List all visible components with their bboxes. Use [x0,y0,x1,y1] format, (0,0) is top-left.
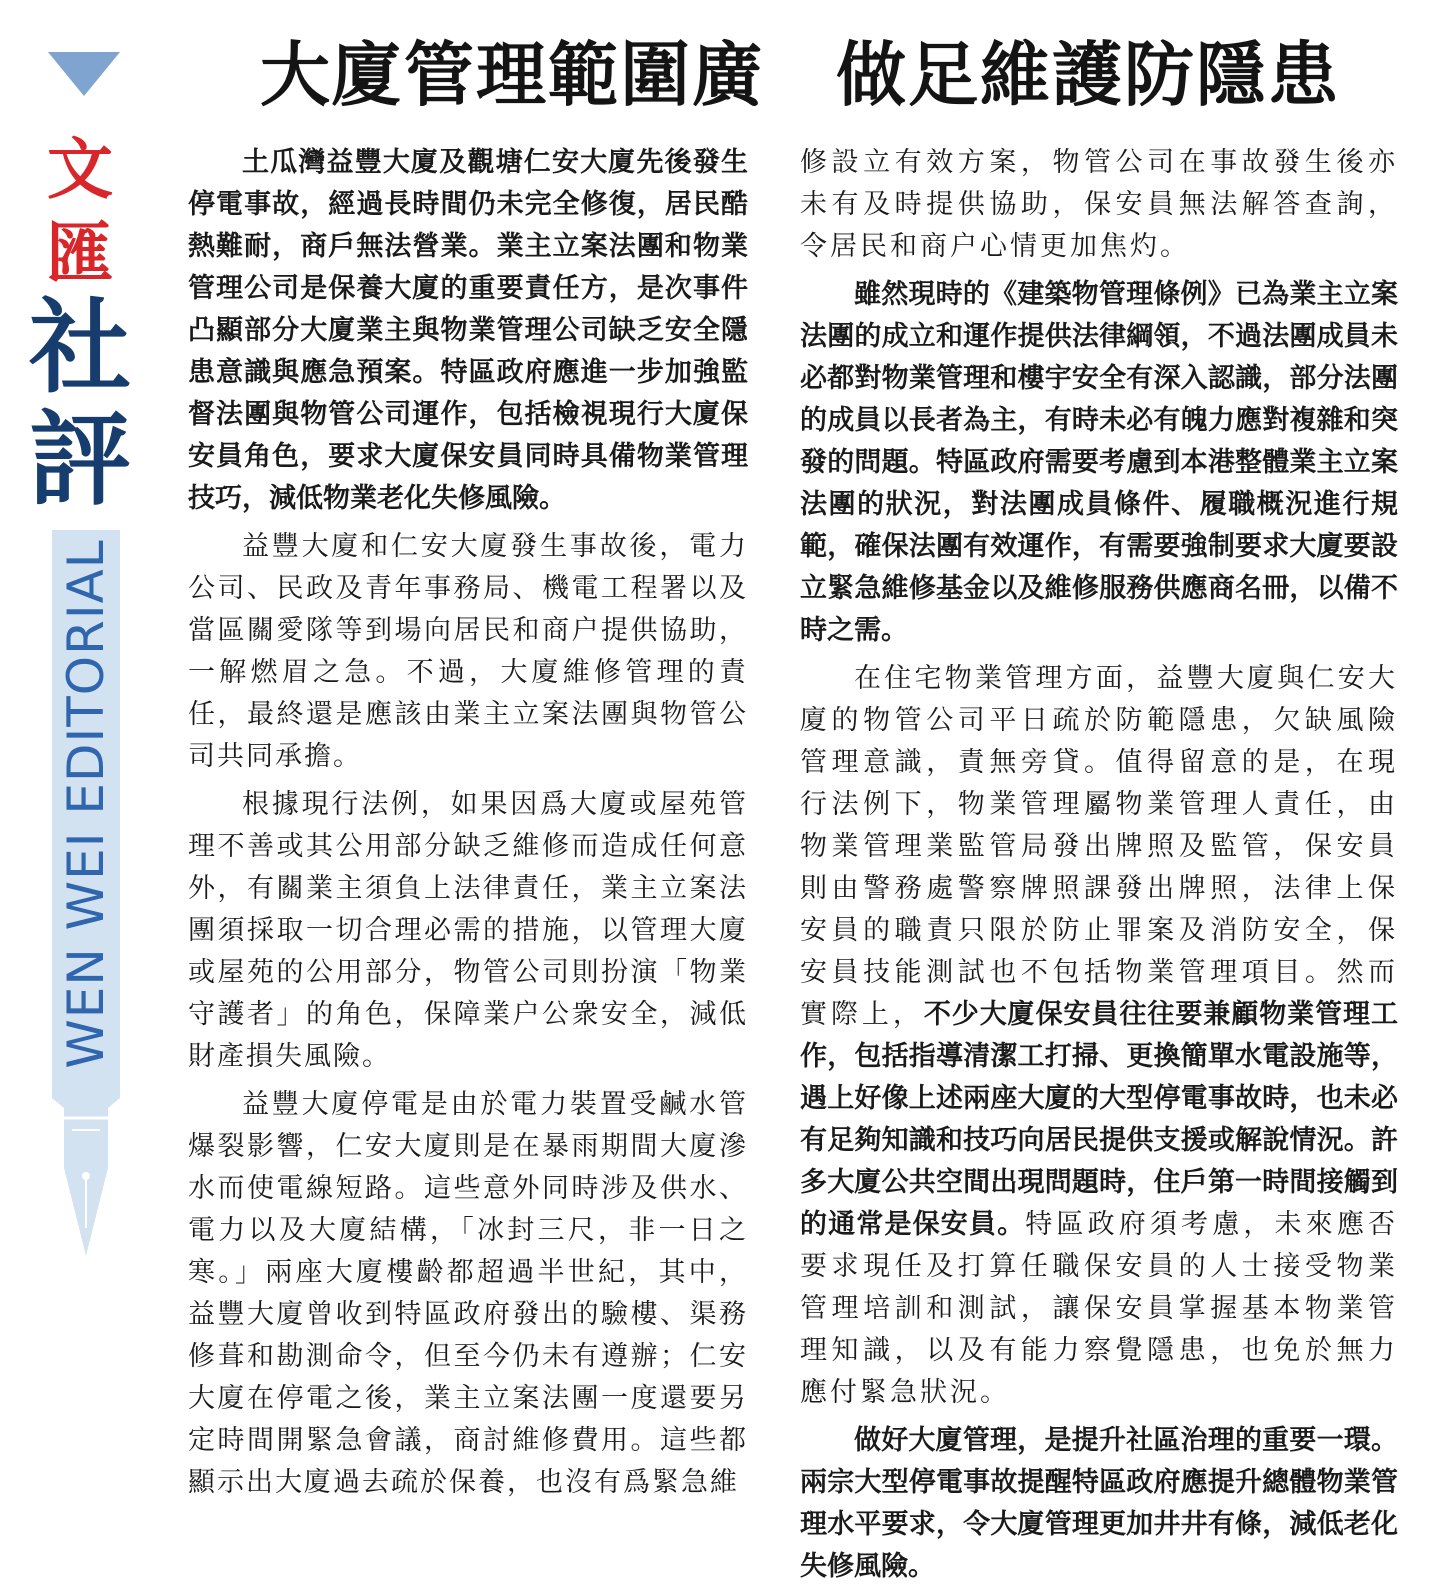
wenwei-logo: 文匯 [47,131,113,292]
article-paragraph: 修設立有效方案，物管公司在事故發生後亦未有及時提供協助，保安員無法解答查詢，令居民和商户心情更加焦灼。 [800,147,1398,262]
article-paragraph [800,658,1398,1414]
section-title-en-bar [52,530,120,1078]
article-paragraph: 做好大廈管理，是提升社區治理的重要一環。兩宗大型停電事故提醒特區政府應提升總體物業管理水平要求，令大廈管理更加井井有條，減低老化失修風險。 [800,1425,1398,1582]
fountain-pen-icon [52,1078,120,1258]
editorial-brand-strip [0,0,160,1535]
article-column-left [188,142,748,1510]
article-paragraph: 根據現行法例，如果因爲大廈或屋苑管理不善或其公用部分缺乏維修而造成任何意外，有關業主須負上法律責任，業主立案法團須採取一切合理必需的措施，以管理大廈或屋苑的公用部分，物管公司則扮演「物業守護者」的角色，保障業户公衆安全，減低財產損失風險。 [188,789,748,1072]
triangle-marker-icon [48,52,120,96]
article-text-segment: 在住宅物業管理方面，益豐大廈與仁安大廈的物管公司平日疏於防範隱患，欠缺風險管理意識，責無旁貸。值得留意的是，在現行法例下，物業管理屬物業管理人責任，由物業管理業監管局發出牌照及監管，保安員則由警務處警察牌照課發出牌照，法律上保安員的職責只限於防止罪案及消防安全，保安員技能測試也不包括物業管理項目。然而實際上， [800,663,1398,1030]
article-paragraph: 土瓜灣益豐大廈及觀塘仁安大廈先後發生停電事故，經過長時間仍未完全修復，居民酷熱難耐，商戶無法營業。業主立案法團和物業管理公司是保養大廈的重要責任方，是次事件凸顯部分大廈業主與物業管理公司缺乏安全隱患意識與應急預案。特區政府應進一步加強監督法團與物管公司運作，包括檢視現行大廈保安員角色，要求大廈保安員同時具備物業管理技巧，減低物業老化失修風險。 [188,147,748,514]
section-title: 社評 [29,288,131,520]
section-title-en: WEN WEI EDITORIAL [57,539,115,1069]
article-paragraph: 益豐大廈停電是由於電力裝置受鹹水管爆裂影響，仁安大廈則是在暴雨期間大廈滲水而使電線短路。這些意外同時涉及供水、電力以及大廈結構，「冰封三尺，非一日之寒。」兩座大廈樓齡都超過半世紀，其中，益豐大廈曾收到特區政府發出的驗樓、渠務修葺和勘測命令，但至今仍未有遵辦；仁安大廈在停電之後，業主立案法團一度還要另定時間開緊急會議，商討維修費用。這些都顯示出大廈過去疏於保養，也沒有爲緊急維 [188,1089,748,1498]
article-column-right [800,142,1398,1594]
article-text-segment-bold: 不少大廈保安員往往要兼顧物業管理工作，包括指導清潔工打掃、更換簡單水電設施等，遇上好像上述兩座大廈的大型停電事故時，也未必有足夠知識和技巧向居民提供支援或解說情況。許多大廈公共空間出現問題時，住戶第一時間接觸到的通常是保安員。 [800,999,1399,1240]
headline: 大廈管理範圍廣 做足維護防隱患 [260,34,1340,116]
article-paragraph: 益豐大廈和仁安大廈發生事故後，電力公司、民政及青年事務局、機電工程署以及當區關愛隊等到場向居民和商户提供協助，一解燃眉之急。不過，大廈維修管理的責任，最終還是應該由業主立案法團與物管公司共同承擔。 [188,531,748,772]
article-paragraph: 雖然現時的《建築物管理條例》已為業主立案法團的成立和運作提供法律綱領，不過法團成員未必都對物業管理和樓宇安全有深入認識，部分法團的成員以長者為主，有時未必有魄力應對複雜和突發的問題。特區政府需要考慮到本港整體業主立案法團的狀況，對法團成員條件、履職概況進行規範，確保法團有效運作，有需要強制要求大廈要設立緊急維修基金以及維修服務供應商名冊，以備不時之需。 [800,279,1398,646]
article-text-segment: 特區政府須考慮，未來應否要求現任及打算任職保安員的人士接受物業管理培訓和測試，讓保安員掌握基本物業管理知識，以及有能力察覺隱患，也免於無力應付緊急狀況。 [800,1209,1399,1408]
